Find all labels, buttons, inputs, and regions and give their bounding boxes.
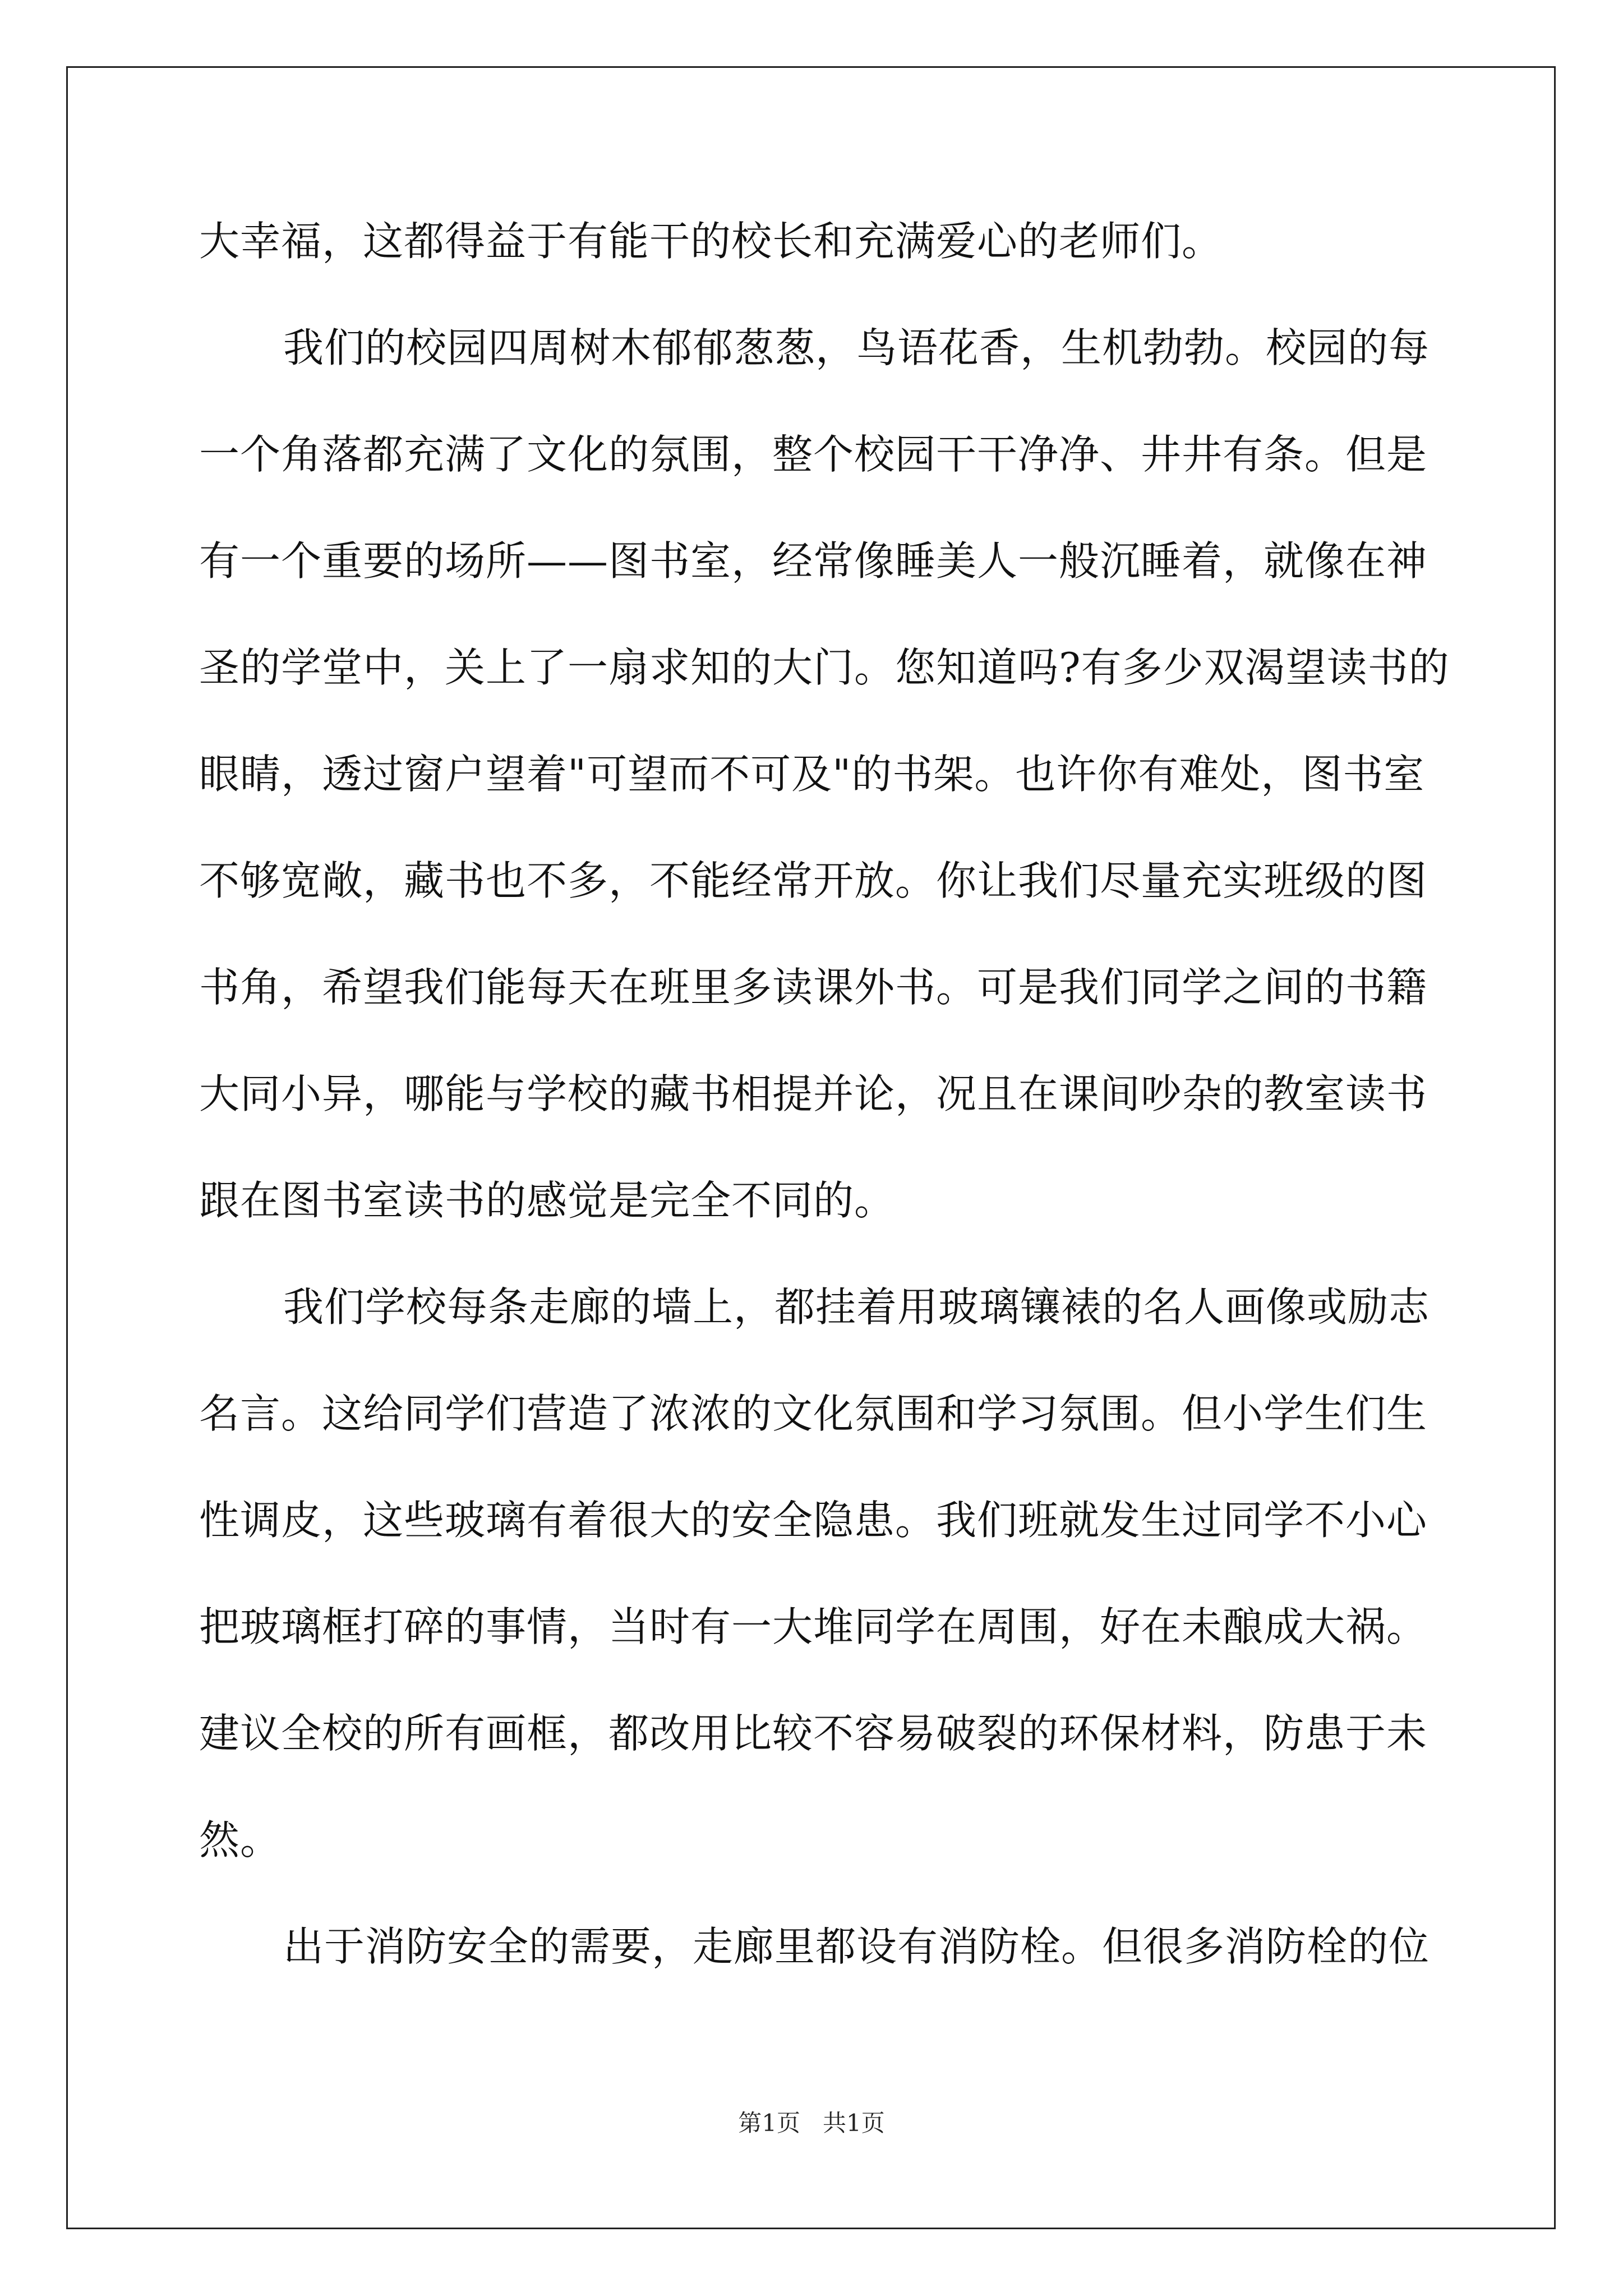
text-line: 一个角落都充满了文化的氛围，整个校园干干净净、井井有条。但是 xyxy=(199,431,1428,478)
text-line: 书角，希望我们能每天在班里多读课外书。可是我们同学之间的书籍 xyxy=(199,964,1428,1011)
text-line: 建议全校的所有画框，都改用比较不容易破裂的环保材料，防患于未 xyxy=(199,1710,1428,1757)
text-line: 跟在图书室读书的感觉是完全不同的。 xyxy=(199,1177,896,1224)
page-footer: 第1页 共1页 xyxy=(738,2109,885,2137)
text-line: 性调皮，这些玻璃有着很大的安全隐患。我们班就发生过同学不小心 xyxy=(199,1497,1428,1544)
text-line: 把玻璃框打碎的事情，当时有一大堆同学在周围，好在未酿成大祸。 xyxy=(199,1603,1428,1650)
paragraph-start-line: 出于消防安全的需要，走廊里都设有消防栓。但很多消防栓的位 xyxy=(283,1923,1430,1970)
text-line: 有一个重要的场所——图书室，经常像睡美人一般沉睡着，就像在神 xyxy=(199,537,1428,585)
text-line: 眼睛，透过窗户望着"可望而不可及"的书架。也许你有难处，图书室 xyxy=(199,751,1425,798)
text-line: 圣的学堂中，关上了一扇求知的大门。您知道吗?有多少双渴望读书的 xyxy=(199,644,1450,691)
paragraph-start-line: 我们学校每条走廊的墙上，都挂着用玻璃镶裱的名人画像或励志 xyxy=(283,1283,1430,1331)
text-line: 名言。这给同学们营造了浓浓的文化氛围和学习氛围。但小学生们生 xyxy=(199,1390,1428,1437)
text-line: 不够宽敞，藏书也不多，不能经常开放。你让我们尽量充实班级的图 xyxy=(199,857,1428,904)
text-line: 大幸福，这都得益于有能干的校长和充满爱心的老师们。 xyxy=(199,218,1223,265)
text-line: 然。 xyxy=(199,1816,282,1864)
text-line: 大同小异，哪能与学校的藏书相提并论，况且在课间吵杂的教室读书 xyxy=(199,1070,1428,1117)
document-body xyxy=(199,208,1450,2019)
paragraph-start-line: 我们的校园四周树木郁郁葱葱，鸟语花香，生机勃勃。校园的每 xyxy=(283,324,1430,371)
